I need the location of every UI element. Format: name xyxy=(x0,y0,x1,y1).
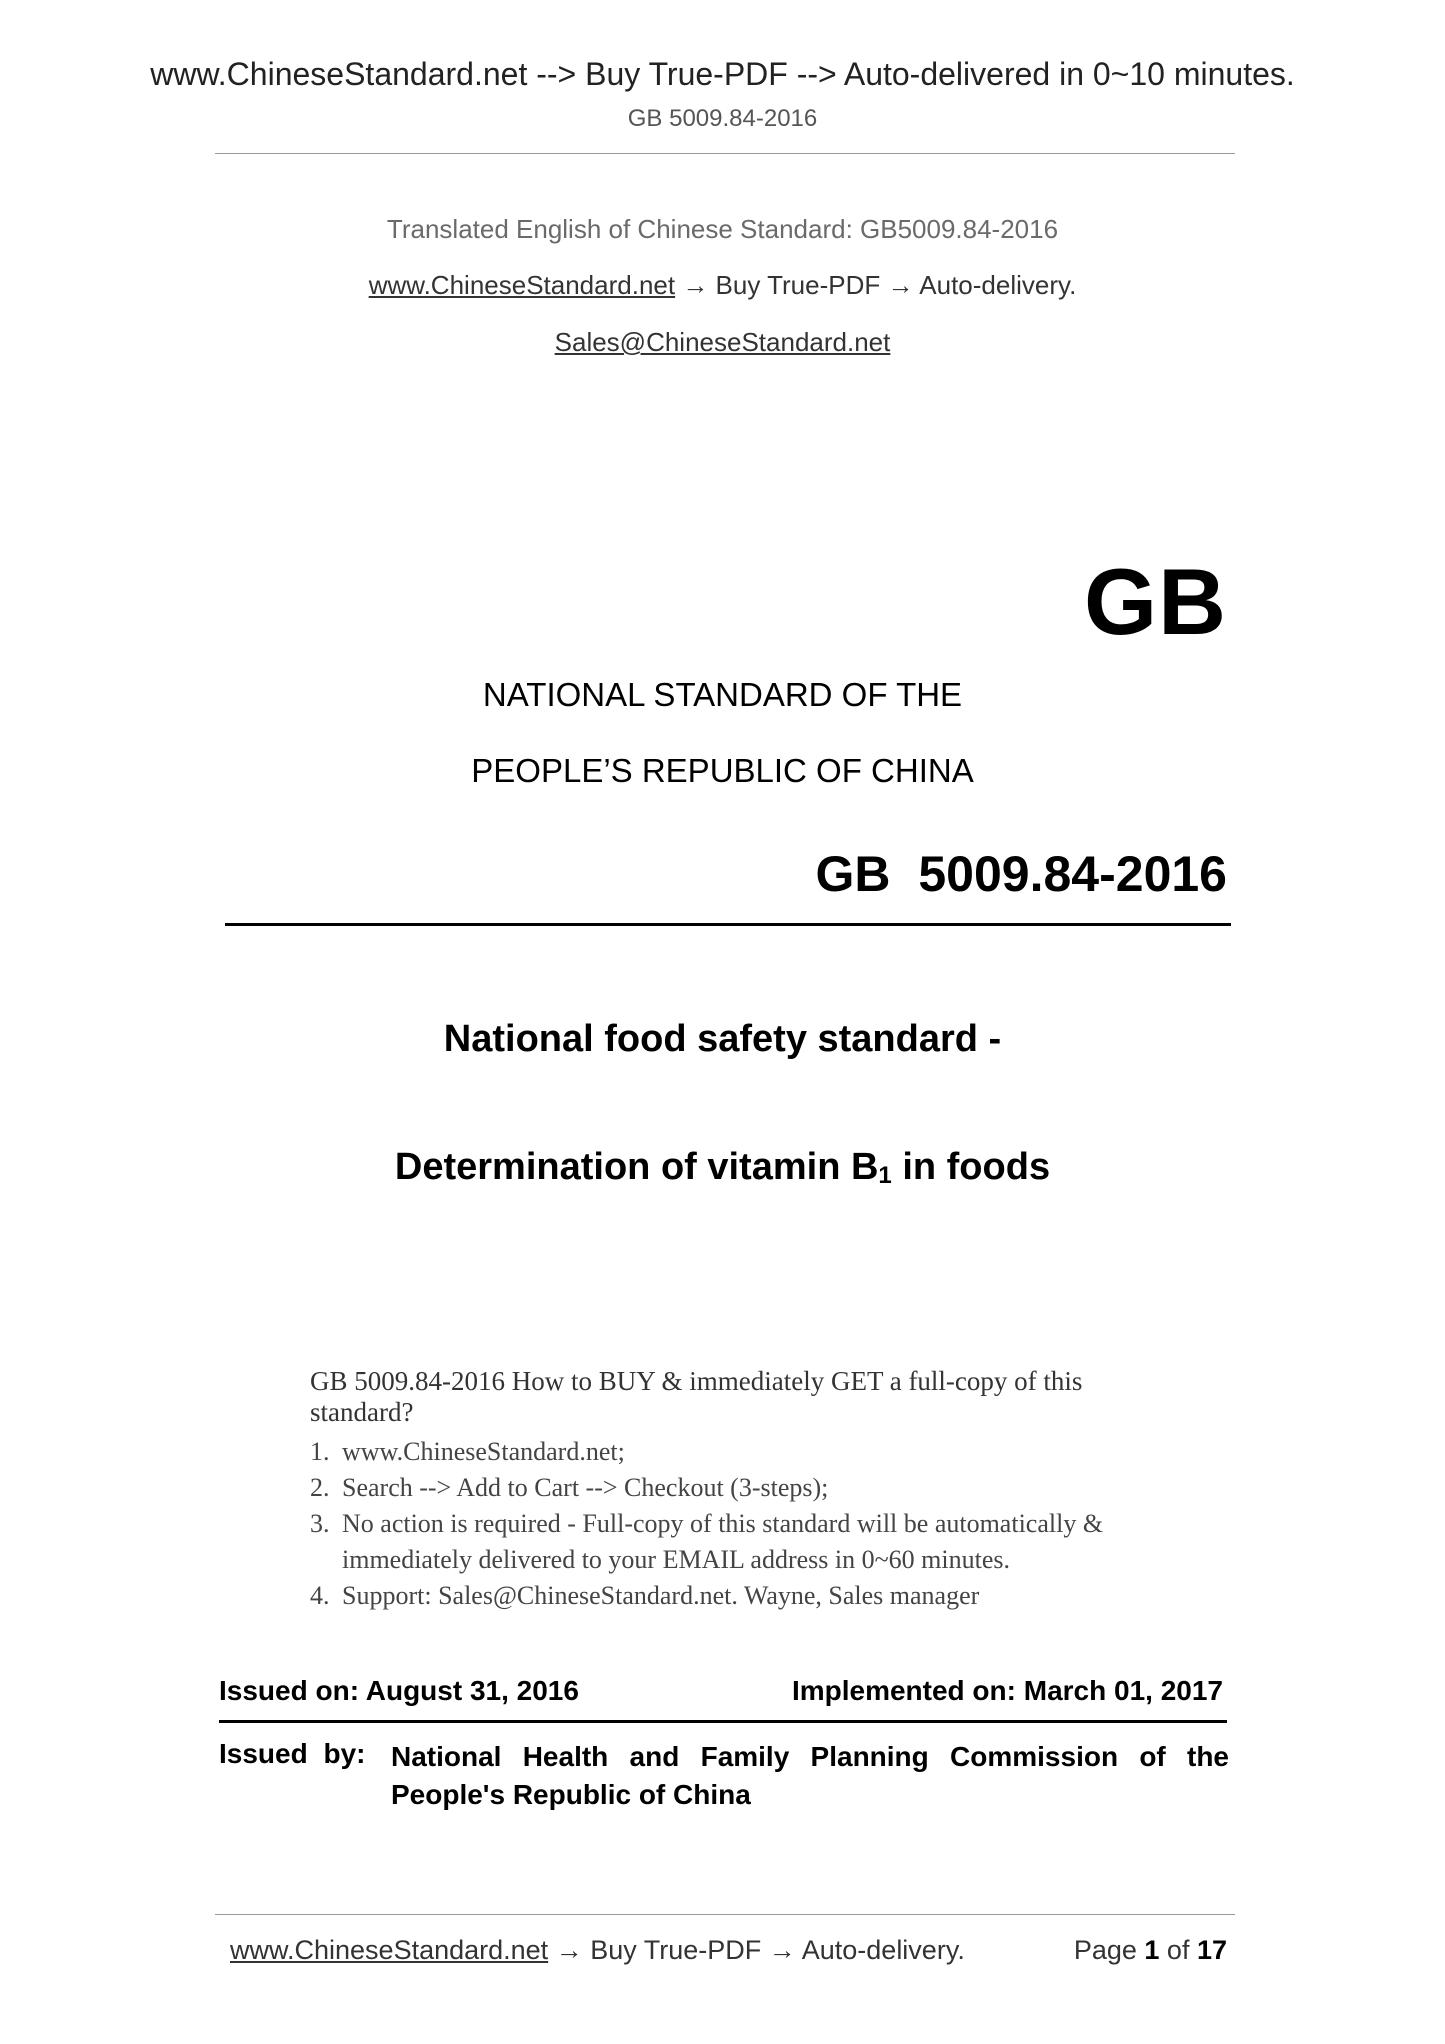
translated-notice: Translated English of Chinese Standard: GB5009.84-2016 xyxy=(386,214,1059,244)
header-divider xyxy=(215,153,1235,154)
issued-by-label: Issued by: xyxy=(219,1738,366,1769)
list-item xyxy=(310,1470,1190,1506)
step-text: Support: Sales@ChineseStandard.net. Wayne, Sales manager xyxy=(342,1581,980,1610)
implemented-on-date: Implemented on: March 01, 2017 xyxy=(791,1675,1223,1706)
how-to-buy-question: GB 5009.84-2016 How to BUY & immediately GET a full-copy of this standard? xyxy=(310,1366,1083,1427)
footer-delivery-text: → Buy True-PDF → Auto-delivery. xyxy=(548,1935,965,1965)
national-standard-line-2: PEOPLE’S REPUBLIC OF CHINA xyxy=(471,752,974,789)
title-end: in foods xyxy=(891,1146,1051,1188)
step-text: No action is required - Full-copy of this standard will be automatically & immediately delivered to your EMAIL address in 0~60 minutes. xyxy=(342,1509,1104,1574)
title-line-1: National food safety standard - xyxy=(443,1018,1002,1060)
title-line-2 xyxy=(0,1146,1445,1190)
page-total: 17 xyxy=(1196,1935,1227,1965)
list-item xyxy=(310,1578,1190,1614)
step-number: 4. xyxy=(310,1581,330,1610)
delivery-text: → Buy True-PDF → Auto-delivery. xyxy=(675,270,1077,300)
list-item xyxy=(310,1434,1190,1470)
delivery-line xyxy=(0,270,1445,301)
issuer-name xyxy=(391,1738,1229,1814)
standard-number: GB 5009.84-2016 xyxy=(815,846,1227,902)
step-text: www.ChineseStandard.net; xyxy=(342,1437,625,1466)
step-number: 2. xyxy=(310,1473,330,1502)
footer-divider xyxy=(215,1914,1235,1915)
national-standard-line-1: NATIONAL STANDARD OF THE xyxy=(482,676,963,713)
sales-line xyxy=(0,327,1445,358)
title-subscript: 1 xyxy=(878,1162,892,1189)
list-item xyxy=(310,1506,1190,1578)
dates-rule xyxy=(219,1720,1227,1723)
page-indicator xyxy=(1074,1935,1227,1966)
step-number: 3. xyxy=(310,1509,330,1538)
top-banner: www.ChineseStandard.net --> Buy True-PDF --> Auto-delivered in 0~10 minutes. xyxy=(150,56,1295,92)
how-to-buy-steps xyxy=(310,1434,1190,1614)
issuer-line-1: National Health and Family Planning Commission of the xyxy=(391,1741,1229,1772)
step-number: 1. xyxy=(310,1437,330,1466)
page-mid: of xyxy=(1159,1935,1197,1965)
sales-email-link[interactable]: Sales@ChineseStandard.net xyxy=(554,327,891,357)
how-to-buy-box xyxy=(310,1366,1190,1614)
page-prefix: Page xyxy=(1073,1935,1145,1965)
header-standard-code: GB 5009.84-2016 xyxy=(627,105,818,132)
standard-number-rule xyxy=(225,923,1231,926)
site-link[interactable]: www.ChineseStandard.net xyxy=(368,270,676,300)
title-main: Determination of vitamin B xyxy=(394,1146,879,1188)
issuer-line-2: People's Republic of China xyxy=(391,1779,751,1810)
step-text: Search --> Add to Cart --> Checkout (3-steps); xyxy=(342,1473,829,1502)
footer-site-link[interactable]: www.ChineseStandard.net xyxy=(230,1935,549,1965)
issued-on-date: Issued on: August 31, 2016 xyxy=(219,1675,579,1706)
page-current: 1 xyxy=(1144,1935,1160,1965)
gb-mark: GB xyxy=(1084,549,1227,654)
footer-delivery xyxy=(230,1935,965,1966)
